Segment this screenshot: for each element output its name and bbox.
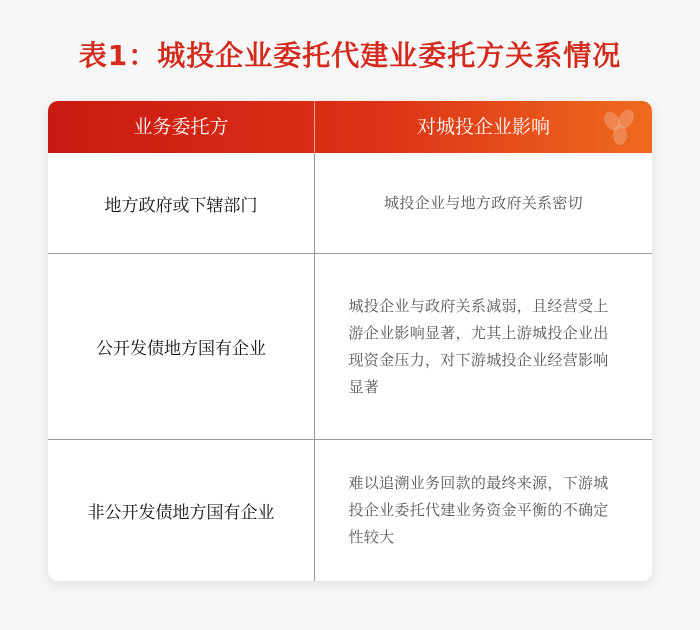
page-title: 表1：城投企业委托代建业委托方关系情况	[78, 39, 622, 72]
impact-text: 城投企业与政府关系减弱，且经营受上游企业影响显著，尤其上游城投企业出现资金压力，对下游城投企业经营影响显著	[348, 296, 609, 396]
table-row	[48, 153, 652, 253]
impact-cell	[315, 254, 652, 439]
party-cell: 公开发债地方国有企业	[96, 339, 266, 359]
header-cell-party: 业务委托方	[133, 116, 229, 138]
impact-cell	[315, 440, 652, 581]
table-row	[48, 440, 652, 581]
relationship-table	[48, 101, 652, 581]
table-header	[48, 101, 652, 153]
party-cell: 地方政府或下辖部门	[104, 195, 258, 216]
impact-text: 城投企业与地方政府关系密切	[384, 193, 583, 212]
impact-text: 难以追溯业务回款的最终来源，下游城投企业委托代建业务资金平衡的不确定性较大	[348, 474, 609, 546]
table-row	[48, 254, 652, 439]
petal-logo-icon	[598, 105, 642, 149]
party-cell: 非公开发债地方国有企业	[87, 503, 275, 523]
header-cell-impact: 对城投企业影响	[416, 116, 550, 138]
impact-cell	[315, 153, 652, 253]
